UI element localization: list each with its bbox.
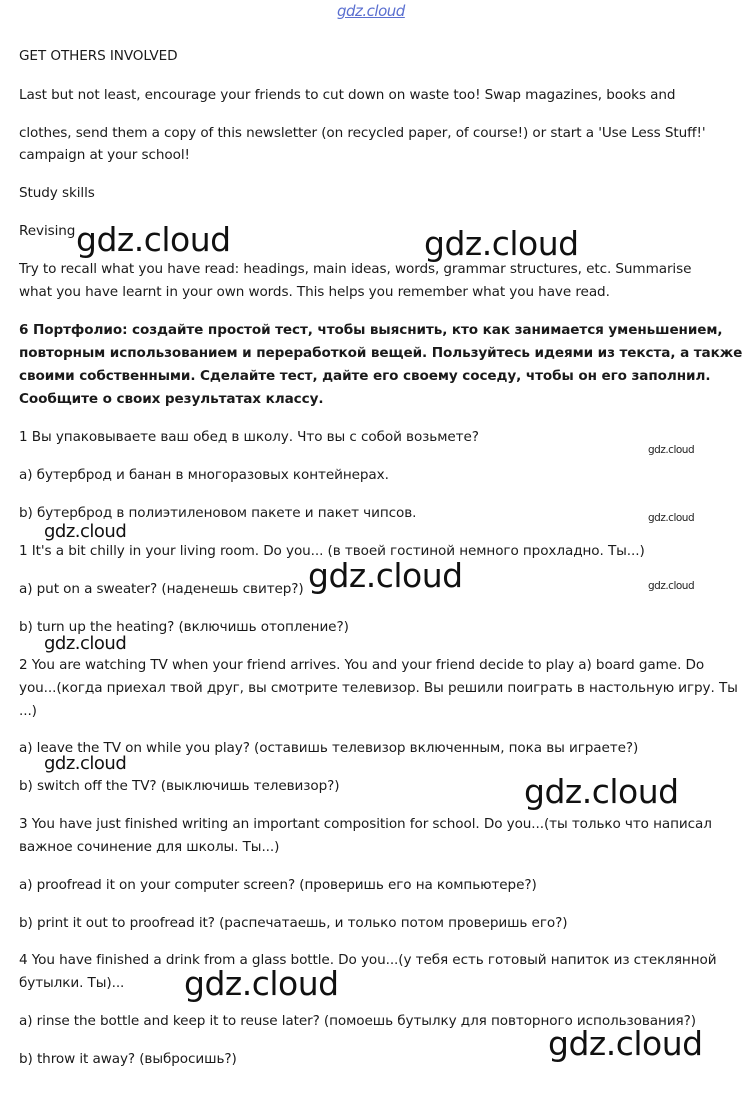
question: 1 Вы упаковываете ваш обед в школу. Что вы с собой возьмете?	[19, 429, 479, 445]
watermark: gdz.cloud	[308, 556, 463, 595]
answer-option: b) throw it away? (выбросишь?)	[19, 1051, 237, 1067]
task-heading: Сообщите о своих результатах классу.	[19, 391, 324, 407]
watermark: gdz.cloud	[76, 220, 231, 259]
answer-option: b) turn up the heating? (включишь отопление?)	[19, 619, 349, 635]
question: 1 It's a bit chilly in your living room. Do you... (в твоей гостиной немного прохладно. Ты...)	[19, 543, 645, 559]
watermark-small: gdz.cloud	[648, 512, 695, 524]
answer-option: a) proofread it on your computer screen? (проверишь его на компьютере?)	[19, 877, 537, 893]
answer-option: b) print it out to proofread it? (распечатаешь, и только потом проверишь его?)	[19, 915, 568, 931]
paragraph-line: campaign at your school!	[19, 147, 190, 163]
watermark: gdz.cloud	[44, 753, 127, 774]
task-heading: повторным использованием и переработкой вещей. Пользуйтесь идеями из текста, а также	[19, 345, 743, 361]
watermark: gdz.cloud	[44, 633, 127, 654]
watermark-small: gdz.cloud	[648, 580, 695, 592]
question: 4 You have finished a drink from a glass bottle. Do you...(у тебя есть готовый напиток из стеклянной	[19, 952, 717, 968]
watermark: gdz.cloud	[184, 964, 339, 1003]
question: ...)	[19, 703, 37, 719]
answer-option: a) бутерброд и банан в многоразовых контейнерах.	[19, 467, 389, 483]
answer-option: a) rinse the bottle and keep it to reuse later? (помоешь бутылку для повторного использования?)	[19, 1013, 696, 1029]
watermark: gdz.cloud	[548, 1024, 703, 1063]
task-heading: 6 Портфолио: создайте простой тест, чтобы выяснить, кто как занимается уменьшением,	[19, 322, 723, 338]
answer-option: a) put on a sweater? (наденешь свитер?)	[19, 581, 304, 597]
section-heading: GET OTHERS INVOLVED	[19, 48, 178, 64]
task-heading: своими собственными. Сделайте тест, дайте его своему соседу, чтобы он его заполнил.	[19, 368, 711, 384]
answer-option: b) бутерброд в полиэтиленовом пакете и пакет чипсов.	[19, 505, 417, 521]
subheading: Revising	[19, 223, 76, 239]
watermark: gdz.cloud	[424, 224, 579, 263]
answer-option: b) switch off the TV? (выключишь телевизор?)	[19, 778, 340, 794]
question: 3 You have just finished writing an important composition for school. Do you...(ты только что написал	[19, 816, 712, 832]
question: 2 You are watching TV when your friend arrives. You and your friend decide to play a) board game. Do	[19, 657, 705, 673]
paragraph-line: what you have learnt in your own words. This helps you remember what you have read.	[19, 284, 610, 300]
paragraph-line: Try to recall what you have read: headings, main ideas, words, grammar structures, etc. Summarise	[19, 261, 692, 277]
watermark-small: gdz.cloud	[648, 444, 695, 456]
answer-option: a) leave the TV on while you play? (оставишь телевизор включенным, пока вы играете?)	[19, 740, 639, 756]
question: важное сочинение для школы. Ты...)	[19, 839, 280, 855]
watermark: gdz.cloud	[524, 772, 679, 811]
question: you...(когда приехал твой друг, вы смотрите телевизор. Вы решили поиграть в настольную игру. Ты	[19, 680, 738, 696]
watermark: gdz.cloud	[44, 521, 127, 542]
paragraph-line: clothes, send them a copy of this newsletter (on recycled paper, of course!) or start a 'Use Less Stuff!'	[19, 125, 706, 141]
paragraph-line: Last but not least, encourage your friends to cut down on waste too! Swap magazines, books and	[19, 87, 676, 103]
subheading: Study skills	[19, 185, 95, 201]
watermark-top: gdz.cloud	[337, 2, 405, 20]
question: бутылки. Ты)...	[19, 975, 125, 991]
